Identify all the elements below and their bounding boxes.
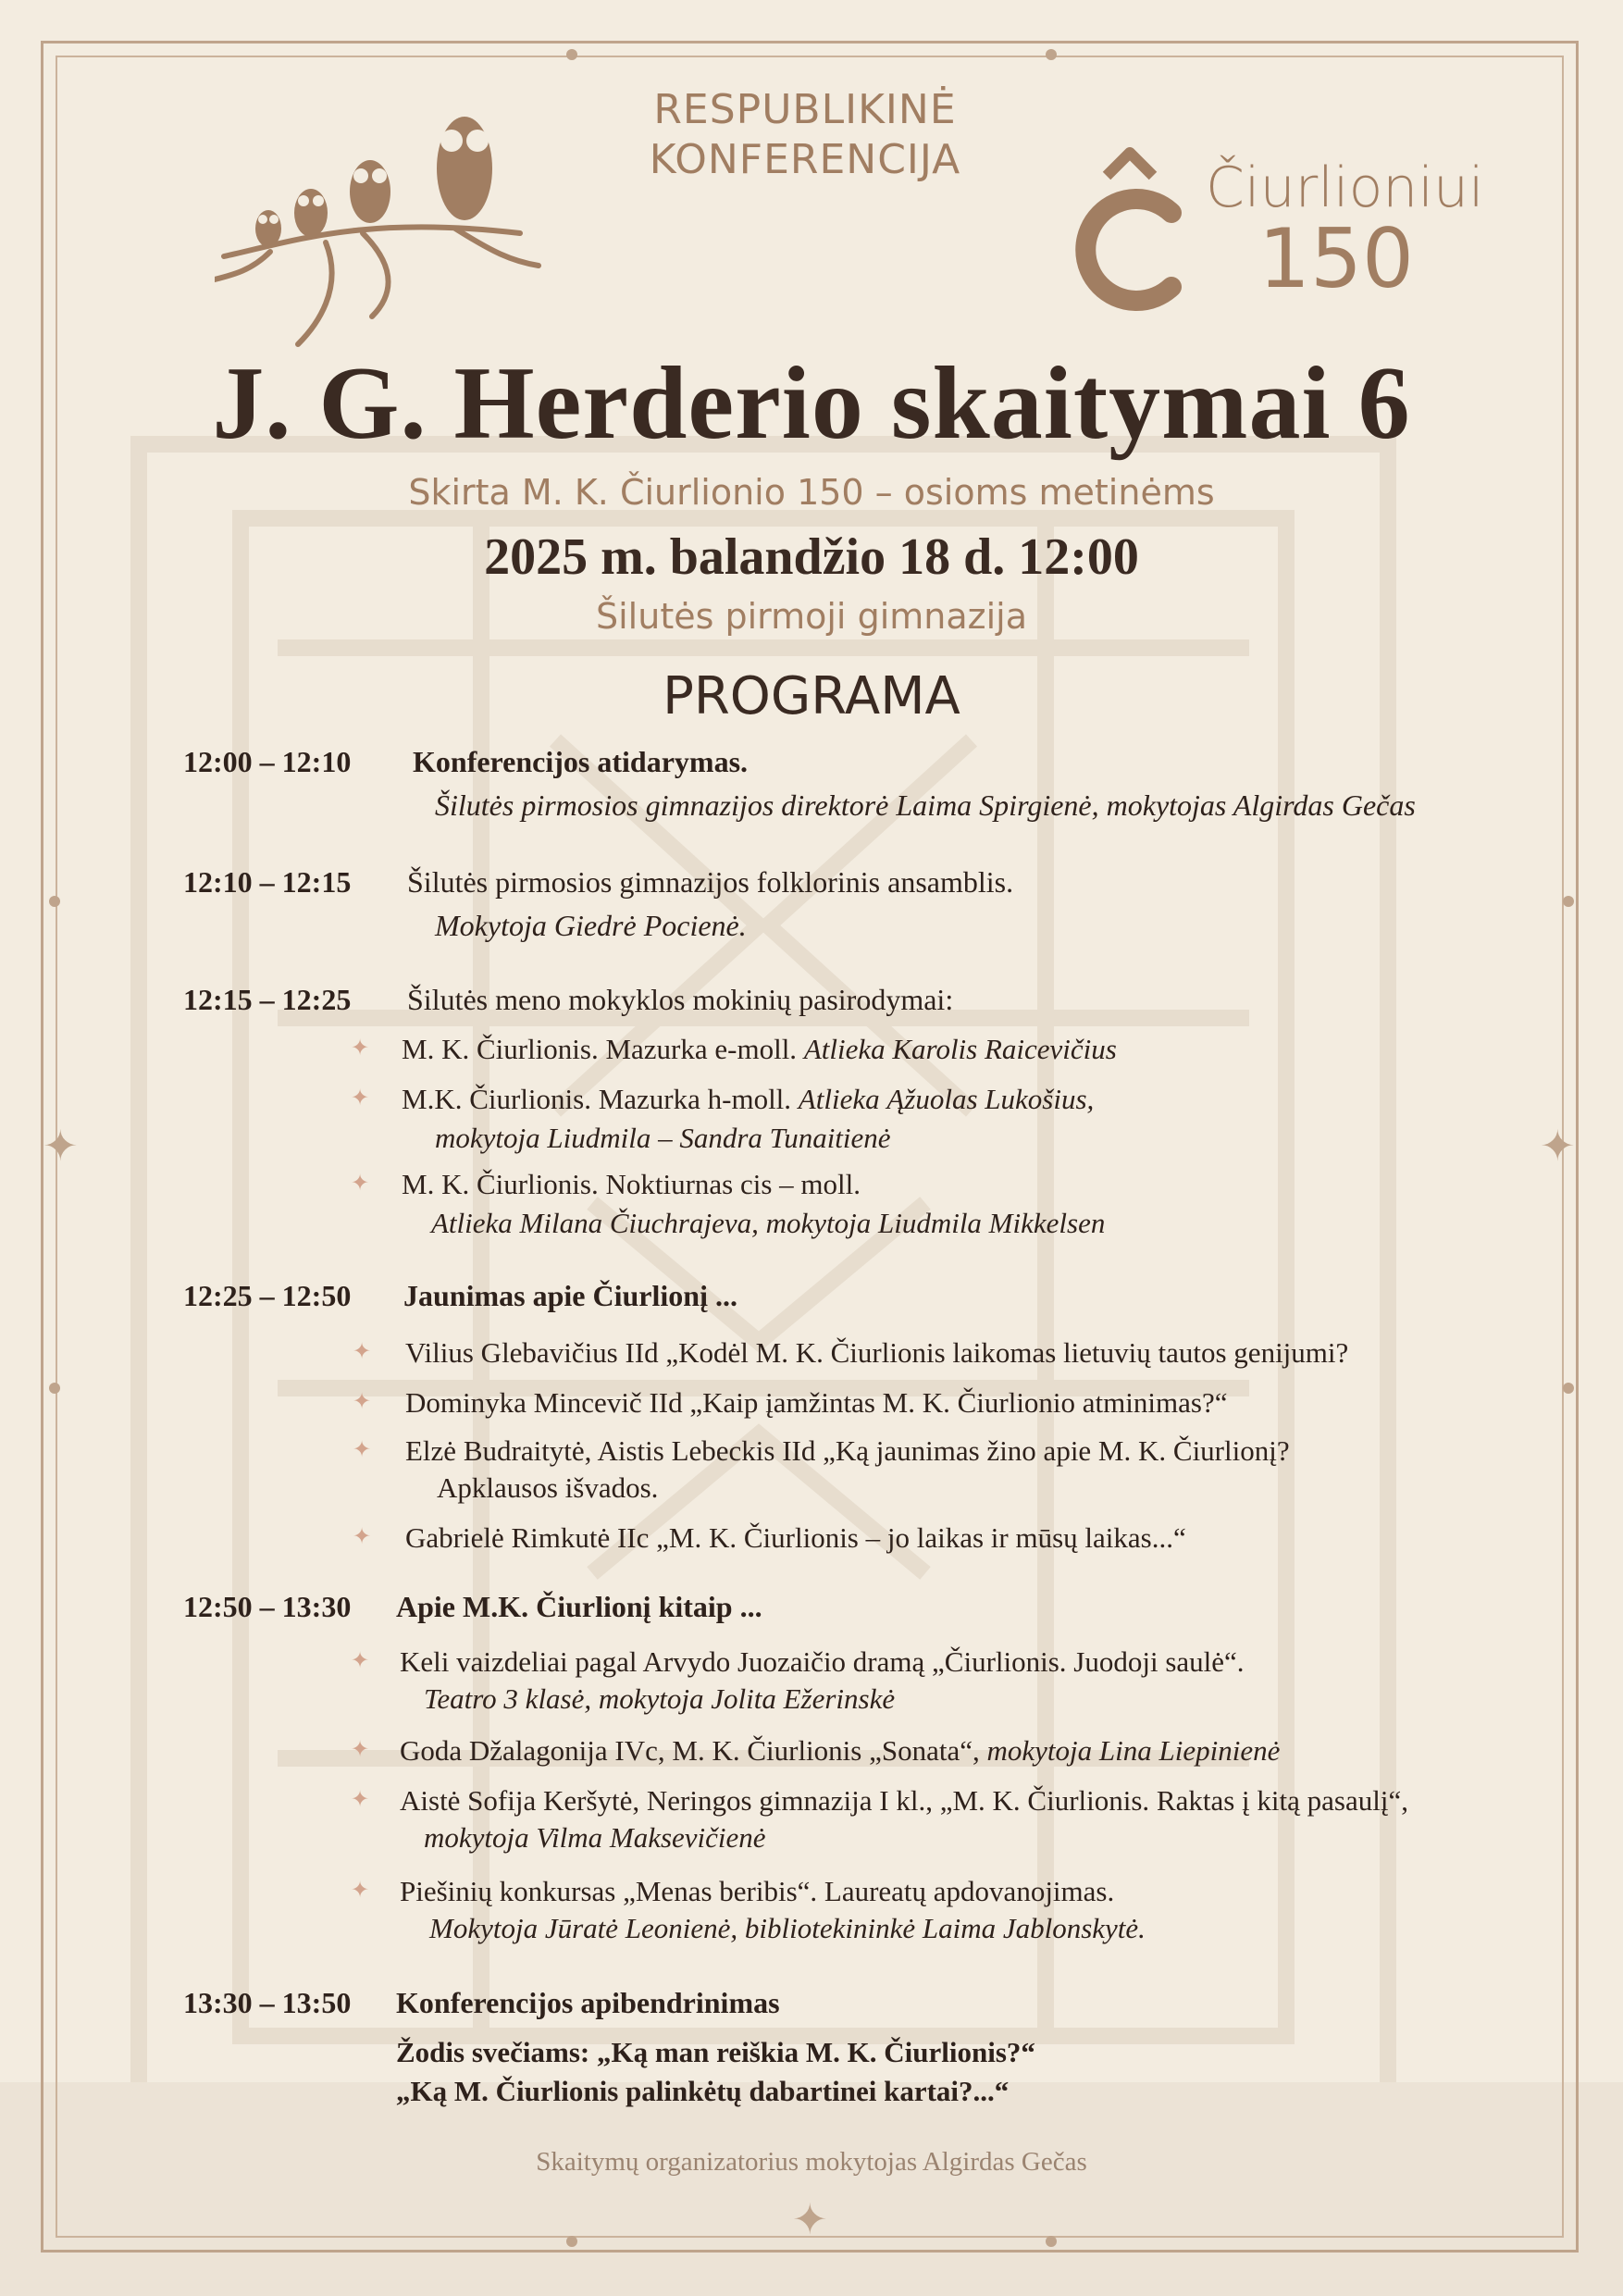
four-point-star-icon: ✦ — [350, 1788, 370, 1812]
program-item-continued: Apklausos išvados. — [437, 1471, 659, 1504]
program-time: 12:50 – 13:30 — [183, 1590, 352, 1623]
frame-star-icon: ✦ — [43, 1123, 79, 1170]
program-title: Apie M.K. Čiurlionį kitaip ... — [396, 1590, 762, 1623]
program-item: M. K. Čiurlionis. Noktiurnas cis – moll. — [402, 1168, 861, 1200]
program-time: 12:15 – 12:25 — [183, 983, 352, 1016]
program-item: Keli vaizdeliai pagal Arvydo Juozaičio dramą „Čiurlionis. Juodoji saulė“. — [400, 1645, 1245, 1678]
page-subtitle: Skirta M. K. Čiurlionio 150 – osioms metinėms — [408, 472, 1215, 513]
program-closing-line: „Ką M. Čiurlionis palinkėtų dabartinei kartai?...“ — [396, 2075, 1010, 2107]
program-item: Elzė Budraitytė, Aistis Lebeckis IId „Ką jaunimas žino apie M. K. Čiurlionį? — [405, 1434, 1290, 1467]
program-time: 12:00 – 12:10 — [183, 745, 352, 778]
item-performer: Atlieka Karolis Raicevičius — [803, 1033, 1117, 1065]
item-teacher: mokytoja Lina Liepinienė — [986, 1734, 1281, 1767]
brand-name: Čiurlioniui — [1206, 155, 1484, 220]
program-item: Aistė Sofija Keršytė, Neringos gimnazija I kl., „M. K. Čiurlionis. Raktas į kitą pasaulį“, — [400, 1784, 1408, 1817]
frame-ornament-dot — [49, 1383, 60, 1394]
program-time: 12:10 – 12:15 — [183, 865, 352, 899]
frame-ornament-dot — [1563, 1383, 1574, 1394]
four-point-star-icon: ✦ — [350, 1172, 370, 1196]
program-item — [402, 1033, 1117, 1066]
program-title: Šilutės meno mokyklos mokinių pasirodymai: — [407, 983, 954, 1016]
frame-ornament-dot — [566, 49, 577, 60]
program-item: Piešinių konkursas „Menas beribis“. Laureatų apdovanojimas. — [400, 1875, 1115, 1907]
event-venue: Šilutės pirmoji gimnazija — [596, 596, 1027, 637]
item-main: M. K. Čiurlionis. Mazurka e-moll. — [402, 1033, 798, 1065]
four-point-star-icon: ✦ — [350, 1649, 370, 1673]
event-date: 2025 m. balandžio 18 d. 12:00 — [484, 528, 1139, 586]
item-main: Goda Džalagonija IVc, M. K. Čiurlionis „Sonata“, — [400, 1734, 980, 1767]
program-title: Jaunimas apie Čiurlionį ... — [403, 1279, 737, 1312]
four-point-star-icon: ✦ — [350, 1879, 370, 1903]
program-note: Mokytoja Giedrė Pocienė. — [435, 909, 747, 942]
frame-star-icon: ✦ — [792, 2196, 828, 2243]
conference-label — [592, 85, 1018, 185]
item-main: M.K. Čiurlionis. Mazurka h-moll. — [402, 1083, 792, 1115]
four-point-star-icon: ✦ — [352, 1525, 372, 1549]
program-title: Konferencijos atidarymas. — [413, 745, 749, 778]
frame-ornament-dot — [1046, 2236, 1057, 2247]
conference-label-line2: KONFERENCIJA — [649, 136, 961, 183]
four-point-star-icon: ✦ — [352, 1438, 372, 1462]
four-point-star-icon: ✦ — [352, 1390, 372, 1414]
four-point-star-icon: ✦ — [352, 1340, 372, 1364]
program-closing-line: Žodis svečiams: „Ką man reiškia M. K. Čiurlionis?“ — [396, 2036, 1035, 2068]
frame-ornament-dot — [566, 2236, 577, 2247]
four-point-star-icon: ✦ — [350, 1036, 370, 1061]
frame-star-icon: ✦ — [1540, 1123, 1576, 1170]
frame-ornament-dot — [49, 896, 60, 907]
program-note: Atlieka Milana Čiuchrajeva, mokytoja Liudmila Mikkelsen — [431, 1207, 1106, 1239]
four-point-star-icon: ✦ — [350, 1086, 370, 1111]
program-item — [402, 1083, 1094, 1116]
brand-number: 150 — [1258, 211, 1414, 306]
owls-on-branch-icon — [215, 104, 548, 354]
program-title: Šilutės pirmosios gimnazijos folklorinis ansamblis. — [407, 865, 1014, 899]
program-time: 13:30 – 13:50 — [183, 1986, 352, 2019]
program-note: mokytoja Liudmila – Sandra Tunaitienė — [435, 1122, 891, 1154]
program-item: Gabrielė Rimkutė IIc „M. K. Čiurlionis – jo laikas ir mūsų laikas...“ — [405, 1521, 1186, 1554]
program-note: Šilutės pirmosios gimnazijos direktorė Laima Spirgienė, mokytojas Algirdas Gečas — [435, 788, 1416, 822]
program-time: 12:25 – 12:50 — [183, 1279, 352, 1312]
program-item: Vilius Glebavičius IId „Kodėl M. K. Čiurlionis laikomas lietuvių tautos genijumi? — [405, 1336, 1349, 1369]
program-item: Dominyka Mincevič IId „Kaip įamžintas M. K. Čiurlionio atminimas?“ — [405, 1386, 1228, 1419]
program-note: mokytoja Vilma Maksevičienė — [424, 1821, 766, 1854]
program-title: Konferencijos apibendrinimas — [396, 1986, 780, 2019]
ciurlionis-logo-icon — [1060, 139, 1199, 315]
program-item — [400, 1734, 1280, 1768]
organizer-footer: Skaitymų organizatorius mokytojas Algirdas Gečas — [536, 2147, 1087, 2177]
frame-ornament-dot — [1046, 49, 1057, 60]
program-note: Mokytoja Jūratė Leonienė, bibliotekininkė Laima Jablonskytė. — [429, 1912, 1146, 1944]
conference-label-line1: RESPUBLIKINĖ — [653, 86, 957, 133]
program-note: Teatro 3 klasė, mokytoja Jolita Ežerinskė — [424, 1682, 896, 1715]
program-heading: PROGRAMA — [663, 666, 960, 726]
frame-ornament-dot — [1563, 896, 1574, 907]
item-performer: Atlieka Ąžuolas Lukošius, — [798, 1083, 1095, 1115]
page-title: J. G. Herderio skaitymai 6 — [212, 346, 1411, 461]
four-point-star-icon: ✦ — [350, 1738, 370, 1762]
